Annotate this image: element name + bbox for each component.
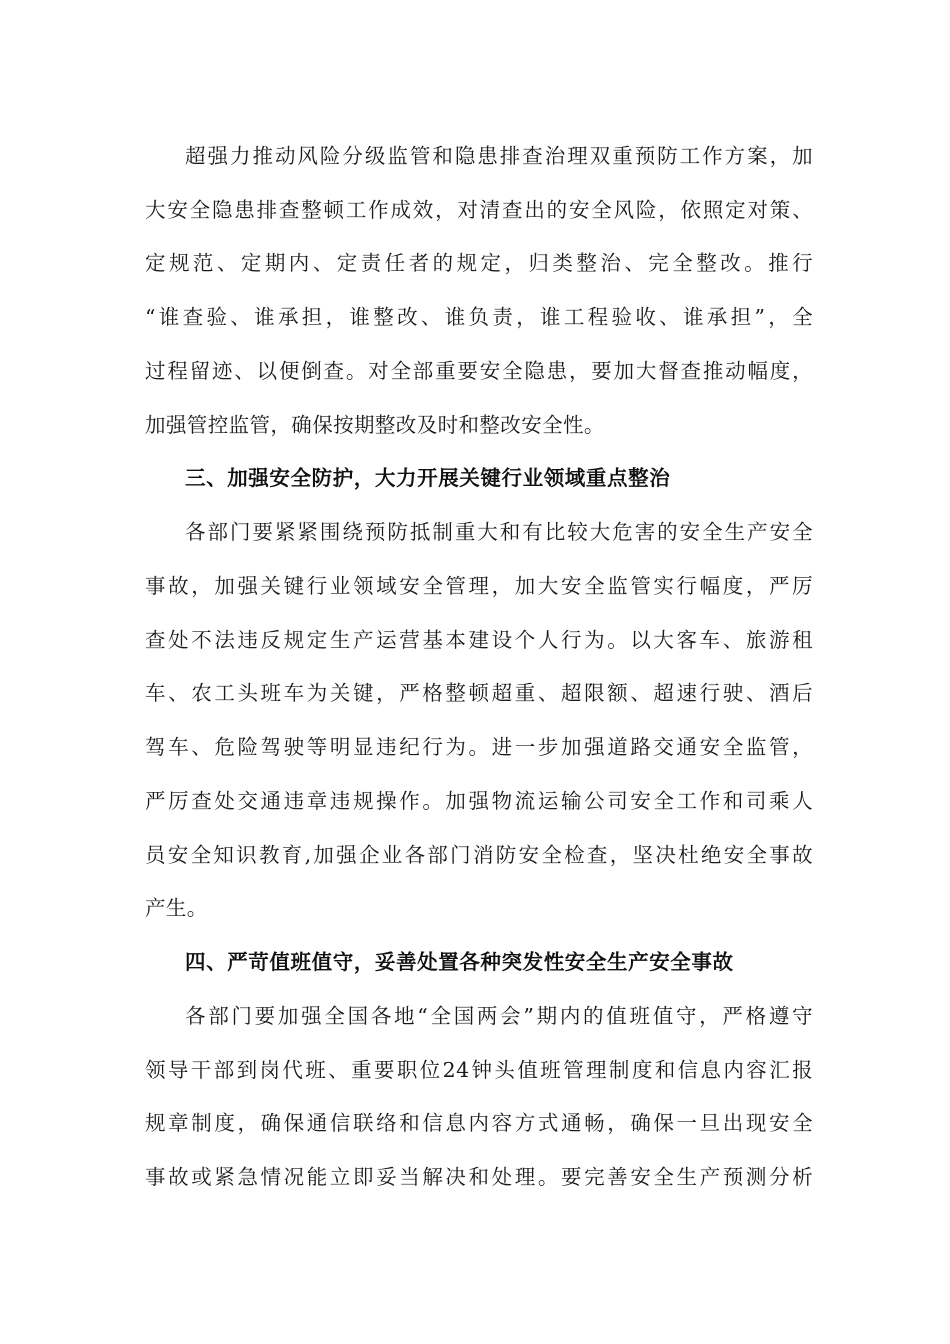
paragraph-3-line-2: 领导干部到岗代班、重要职位24钟头值班管理制度和信息内容汇报 (145, 1058, 813, 1082)
paragraph-1-line-6: 加强管控监管，确保按期整改及时和整改安全性。 (145, 413, 605, 437)
paragraph-2-line-3: 查处不法违反规定生产运营基本建设个人行为。以大客车、旅游租 (145, 628, 813, 652)
paragraph-3-line-4: 事故或紧急情况能立即妥当解决和处理。要完善安全生产预测分析 (145, 1165, 813, 1189)
paragraph-1-line-4: “谁查验、谁承担，谁整改、谁负责，谁工程验收、谁承担”，全 (145, 305, 813, 329)
paragraph-2-line-7: 员安全知识教育,加强企业各部门消防安全检查，坚决杜绝安全事故 (145, 843, 813, 867)
paragraph-2-line-6: 严厉查处交通违章违规操作。加强物流运输公司安全工作和司乘人 (145, 789, 813, 813)
paragraph-3-line-1: 各部门要加强全国各地“全国两会”期内的值班值守，严格遵守 (185, 1004, 813, 1028)
paragraph-2-line-4: 车、农工头班车为关键，严格整顿超重、超限额、超速行驶、酒后 (145, 681, 813, 705)
paragraph-3-line-3: 规章制度，确保通信联络和信息内容方式通畅，确保一旦出现安全 (145, 1111, 813, 1135)
paragraph-2-line-8: 产生。 (145, 896, 208, 920)
paragraph-2-line-2: 事故，加强关键行业领域安全管理，加大安全监管实行幅度，严厉 (145, 574, 813, 598)
paragraph-1-line-2: 大安全隐患排查整顿工作成效，对清查出的安全风险，依照定对策、 (145, 198, 813, 222)
section-heading-4: 四、严苛值班值守，妥善处置各种突发性安全生产安全事故 (185, 950, 734, 974)
paragraph-2-line-1: 各部门要紧紧围绕预防抵制重大和有比较大危害的安全生产安全 (185, 520, 813, 544)
paragraph-2-line-5: 驾车、危险驾驶等明显违纪行为。进一步加强道路交通安全监管， (145, 735, 813, 759)
section-heading-3: 三、加强安全防护，大力开展关键行业领域重点整治 (185, 466, 671, 490)
paragraph-1-line-1: 超强力推动风险分级监管和隐患排查治理双重预防工作方案，加 (185, 144, 813, 168)
paragraph-1-line-3: 定规范、定期内、定责任者的规定，归类整治、完全整改。推行 (145, 251, 813, 275)
paragraph-1-line-5: 过程留迹、以便倒查。对全部重要安全隐患，要加大督查推动幅度， (145, 359, 813, 383)
